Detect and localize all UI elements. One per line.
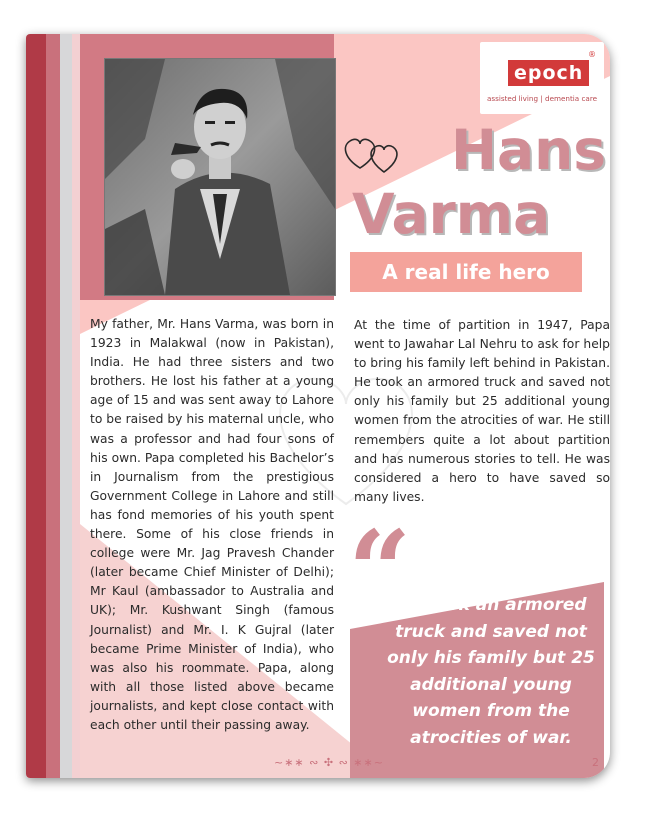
decor-stripe xyxy=(46,34,60,778)
subtitle-banner: A real life hero xyxy=(350,252,582,292)
story-column-right: At the time of partition in 1947, Papa went to Jawahar Lal Nehru to ask for help to bring his family left behind in Pakistan. He took an armored truck and saved not only his family but 25 additional young women from the atrocities of war. He still remembers quite a lot about partition and has numerous stories to tell. He was considered a hero to have saved so many lives. xyxy=(354,318,610,504)
portrait-illustration xyxy=(105,59,335,295)
decor-stripe xyxy=(26,34,46,778)
decor-stripe xyxy=(60,34,72,778)
epoch-logo[interactable] xyxy=(480,42,604,114)
story-column-left: My father, Mr. Hans Varma, was born in 1923 in Malakwal (now in Pakistan), India. He had three sisters and two brothers. He lost his father at a young age of 15 and was sent away to Lahore to be raised by his maternal uncle, who was a professor and had four sons of his own. Papa completed his Bachelor’s in Journalism from the prestigious Government College in Lahore and still has fond memories of his youth spent there. Some of his close friends in college were Mr. Jag Pravesh Chander (later became Chief Minister of Delhi); Mr Kaul (ambassador to Australia and UK); Mr. Kushwant Singh (famous Journalist) and Mr. I. K Gujral (later became Prime Minister of India), who was also his roommate. Papa, along with all those listed above became journalists, and kept close contact with each other until their passing away. xyxy=(90,317,334,732)
logo-tagline: assisted living | dementia care xyxy=(486,94,598,103)
logo-wordmark: epoch xyxy=(508,60,589,86)
quote-mark-icon: “ xyxy=(348,506,412,635)
title-first-name: Hans xyxy=(450,118,606,182)
flourish-ornament-icon: ~∗∗ ∾ ✣ ∾ ∗∗~ xyxy=(274,756,384,769)
page-title xyxy=(348,118,610,246)
registered-mark: ® xyxy=(588,50,596,59)
decor-stripe xyxy=(72,34,80,778)
magazine-page xyxy=(26,34,610,778)
title-last-name: Varma xyxy=(352,182,551,246)
portrait-photo xyxy=(104,58,336,296)
pull-quote: He took an armored truck and saved not only his family but 25 additional young women from the atrocities of war. xyxy=(387,595,595,748)
page-number: 2 xyxy=(592,756,599,769)
